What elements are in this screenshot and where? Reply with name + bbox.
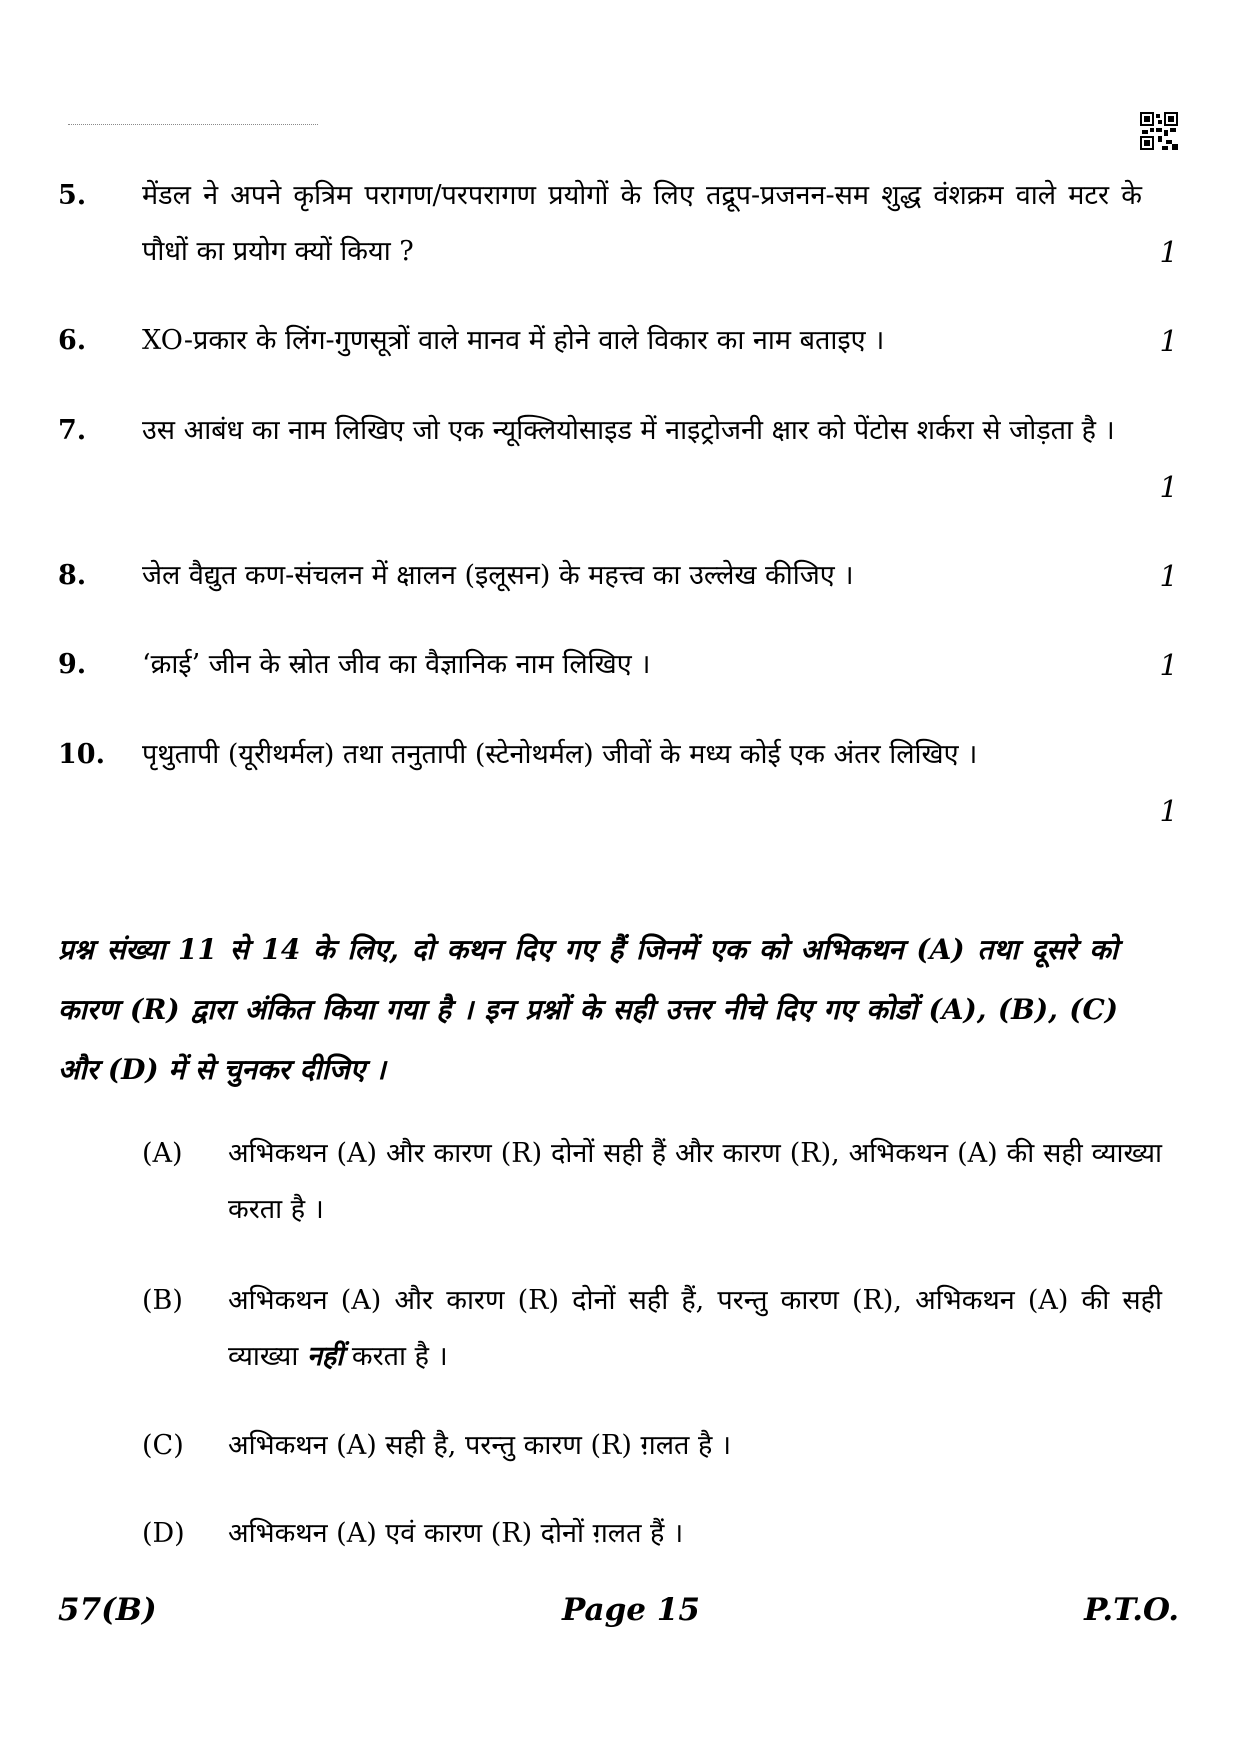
- question-number: 8.: [58, 560, 87, 591]
- question-marks: 1: [1159, 324, 1178, 358]
- header-rule: [68, 124, 318, 125]
- question-text: मेंडल ने अपने कृत्रिम परागण/परपरागण प्रयोगों के लिए तद्रूप-प्रजनन-सम शुद्ध वंशक्रम वाले मटर के पौधों का प्रयोग क्यों किया ?: [142, 180, 1142, 267]
- option-text: [228, 1273, 1162, 1385]
- option-label: (A): [142, 1138, 183, 1169]
- pto-label: P.T.O.: [1084, 1592, 1179, 1628]
- question-marks: 1: [1159, 648, 1178, 682]
- option-text: अभिकथन (A) और कारण (R) दोनों सही हैं और कारण (R), अभिकथन (A) की सही व्याख्या करता है ।: [228, 1138, 1162, 1225]
- question-marks: 1: [1159, 470, 1178, 504]
- question-text: XO-प्रकार के लिंग-गुणसूत्रों वाले मानव में होने वाले विकार का नाम बताइए ।: [142, 325, 885, 356]
- question-number: 6.: [58, 325, 87, 356]
- option-text: अभिकथन (A) सही है, परन्तु कारण (R) ग़लत है ।: [228, 1430, 732, 1461]
- question-text: जेल वैद्युत कण-संचलन में क्षालन (इलूसन) के महत्त्व का उल्लेख कीजिए ।: [142, 560, 854, 591]
- assertion-reason-instruction: प्रश्न संख्या 11 से 14 के लिए, दो कथन दिए गए हैं जिनमें एक को अभिकथन (A) तथा दूसरे को कारण (R) द्वारा अंकित किया गया है । इन प्रश्नों के सही उत्तर नीचे दिए गए कोडों (A), (B), (C) और (D) में से चुनकर दीजिए ।: [58, 933, 1118, 1086]
- question-number: 10.: [58, 739, 105, 770]
- option-text-before: अभिकथन (A) और कारण (R) दोनों सही हैं, परन्तु कारण (R), अभिकथन (A) की सही व्याख्या: [228, 1285, 1162, 1372]
- qr-code-icon: [1140, 112, 1178, 150]
- question-text: उस आबंध का नाम लिखिए जो एक न्यूक्लियोसाइड में नाइट्रोजनी क्षार को पेंटोस शर्करा से जोड़ता है ।: [142, 415, 1115, 446]
- question-number: 9.: [58, 649, 87, 680]
- paper-code: 57(B): [58, 1592, 157, 1628]
- question-text: पृथुतापी (यूरीथर्मल) तथा तनुतापी (स्टेनोथर्मल) जीवों के मध्य कोई एक अंतर लिखिए ।: [142, 739, 978, 770]
- option-label: (D): [142, 1518, 185, 1549]
- option-text: अभिकथन (A) एवं कारण (R) दोनों ग़लत हैं ।: [228, 1518, 684, 1549]
- question-number: 7.: [58, 415, 87, 446]
- option-label: (C): [142, 1430, 184, 1461]
- option-emphasis: नहीं: [306, 1341, 344, 1372]
- option-label: (B): [142, 1285, 183, 1316]
- option-text-after: करता है ।: [351, 1341, 448, 1372]
- question-marks: 1: [1159, 559, 1178, 593]
- page-number: Page 15: [562, 1592, 700, 1628]
- question-marks: 1: [1159, 235, 1178, 269]
- question-text: ‘क्राई’ जीन के स्रोत जीव का वैज्ञानिक नाम लिखिए ।: [142, 649, 651, 680]
- question-number: 5.: [58, 180, 87, 211]
- question-marks: 1: [1159, 794, 1178, 828]
